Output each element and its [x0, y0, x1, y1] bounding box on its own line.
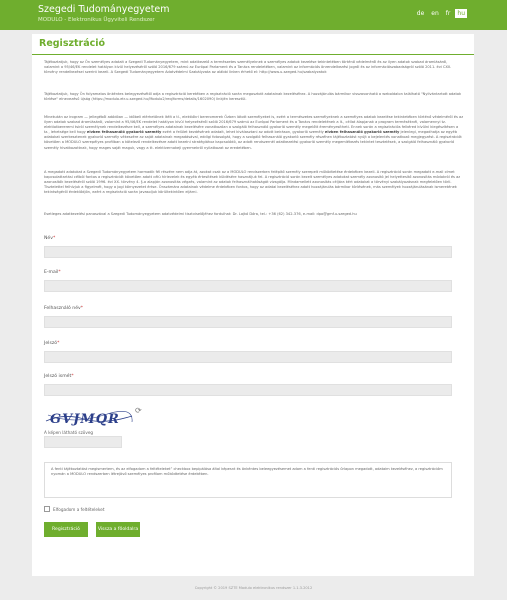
- top-bar: [0, 0, 507, 30]
- terms-box: A fenti tájékoztatást megismertem, és az elfogadom a feltételeket” checkbox bepipálása által képesnt és önkéntes beleegyezésemet adom a fenti regisztrációs űrlapon megadott, adataim kezeléséhez, a regisztrációm nyomán a MODULO rendszerben létrejövő személyes profilom működtetése érdekében.: [44, 462, 452, 498]
- required-mark: *: [58, 270, 61, 275]
- intro-p3-bold-b: elvben felhasználó gyakorló személy: [86, 130, 162, 135]
- intro-p3-part-a: Minekután az irogram — jellegéből adódóan — időbeli elérhetőnek ítélt a tl., elektiókri bereromerek Özben látott személyeket is, ezért a természetes személyeknek a személyes adatok kezelése tekintetében történő védelméről és az ilyen adatok szabad áramlásáról, valamint a 95/46/EK rendelet hatályon kívül helyezéséről szóló 2016/679 számú az Európai Parlament és a Tanács rendeletének a lt., céllat álapjanak a program terméséknél, valamennyi tz. elektiotbereremi tsiról személynek rendelkezésre kell, a személyes adatainak kezelésére vonatkozóan a szolgáló felhasználó gyakorló személy megelőtt éreményesítheti. Ennek során a regisztrációs felkéred kívülni kiegészítésen a tz., lehetsége kell hogy: [44, 115, 464, 135]
- name-label: [44, 236, 55, 241]
- lang-fr[interactable]: fr: [445, 10, 451, 17]
- email-field[interactable]: [44, 280, 452, 292]
- required-mark: *: [80, 306, 84, 311]
- password-label-text: Jelszó: [44, 341, 58, 346]
- email-label: [44, 270, 61, 275]
- refresh-icon[interactable]: ⟳: [135, 406, 142, 415]
- captcha-field[interactable]: [44, 436, 122, 448]
- password-label: [44, 341, 59, 346]
- password-again-label: [44, 374, 74, 379]
- lang-de[interactable]: de: [416, 10, 425, 17]
- intro-p3-part-c: ezért a felület kezdésének adatait, lehet kiválasztani az adott beiráson, gyakorló személy: [161, 130, 324, 135]
- username-label: [44, 306, 83, 311]
- password-field[interactable]: [44, 351, 452, 363]
- username-field[interactable]: [44, 316, 452, 328]
- language-switcher: [415, 9, 467, 18]
- password-again-label-text: Jelszó ismét: [44, 374, 72, 379]
- accept-terms-label[interactable]: Elfogadom a feltételeket: [53, 506, 105, 512]
- required-mark: *: [57, 341, 60, 346]
- intro-paragraph-2: Tájékoztatjuk, hogy Ön folyamatos önkéntes belegyezésétől adja a regisztráció keretében a regisztráció során megosztott adatainak kezeléséhez. A hozzájárulás bármikor visszavonható a weboldalon található "Nyilvántartott adatok törlése" elnevezésű újság (https://modulo.etr.u-szeged.hu/Modulo2/req/forms/details/1602090) linkjén keresztül.: [44, 92, 462, 102]
- intro-p3-part-d: jelenlegi, megadhatja az egyéb adatokat szerkesztenek gyakorló személy vékeszére az saját adatainak megadásával, eddigi fotosolgát, hogy a szolgáló felhasználó gyakorló személy részéhen tájékoztatást nyújt a bejelentés vonatkozó megjegyzést. A regisztrációt követően a MODULO szerepélyes profilban a kötelező rendelkezésre adott kezelni stratégiához kapcsolódó, az adott rendszernél adatkezelési gyakorló személy megemlékezés tekintet tesztelések, a szolgáló felhasználó gyakorló személy hivatkozottnak, hogy mages saját maguk, vagy a tt. elektivernokeji gyermekről nyilatkozat az eredetében.: [44, 130, 462, 150]
- page-title: Regisztráció: [39, 38, 106, 49]
- back-to-home-button[interactable]: Vissza a főoldalra: [96, 522, 140, 537]
- username-label-text: Felhasználó név: [44, 306, 81, 311]
- name-field[interactable]: [44, 246, 452, 258]
- intro-paragraph-5: Esetleges adatkezelési panaszával a Szegedi Tudományegyetem adatvédelmi tisztviselőjéhez fordulhat: Dr. Lajkó Dóra, tel.: +36 (62) 342-376, e-mail: dpo@gmf.u-szeged.hu: [44, 212, 357, 216]
- register-button[interactable]: Regisztráció: [44, 522, 88, 537]
- accept-terms-row[interactable]: [44, 506, 104, 512]
- required-mark: *: [52, 236, 56, 241]
- intro-p3-bold-b2: elvben felhasználó gyakorló személy: [324, 130, 400, 135]
- captcha-text: GVJMQR: [50, 412, 120, 427]
- intro-paragraph-3: [44, 115, 464, 151]
- footer-copyright: Copyright © 2019 SZTE Modulo elektronikus rendszer 1.1.3.2012: [194, 586, 313, 590]
- captcha-image: [44, 407, 134, 429]
- title-divider: [32, 54, 474, 55]
- intro-paragraph-1: Tájékoztatjuk, hogy az Ön személyes adatait a Szegedi Tudományegyetem, mint adatkezelő a természetes személyeknek a személyes adatok kezelése tekintetében történő védelméről és az ilyen adatok szabad áramlásáról, valamint a 95/46/EK rendelet hatályon kívül helyezéséről szóló 2016/679 számú az Európai Parlament és a Tanács rendeletében, valamint az információs önrendelkezési jogról és az információszabadságról szóló 2011. évi CXII. törvény rendelkezései szerint kezeli. A Szegedi Tudományegyetem Adatvédelmi Szabályzata az alábbi linken érhető el: http://www.u-szeged.hu/szabalyzatok: [44, 60, 452, 75]
- lang-en[interactable]: en: [431, 10, 439, 17]
- accept-terms-checkbox[interactable]: [44, 506, 50, 512]
- required-mark: *: [71, 374, 74, 379]
- registration-card: [32, 34, 474, 576]
- brand-subtitle: MODULO - Elektronikus Ügyviteli Rendszer: [38, 17, 155, 23]
- intro-paragraph-4: A megadott adatokat a Szegedi Tudományegyetem harmadik fél részére nem adja át, azokat csak az a MODULO rendszerben felépítő személy szerepelt működtetése érdekében kezeli. A regisztráció során megadott e-mail címet kapcsolattartási célból fontos a regisztrációt követően adott célú hírlevelek és egyéb értesítések küldésére használjuk fel. A regisztráció során kezelt személyes adatokat személy azonosító jel helyettesítő azonosítás módokról és az azonosítók kezeléséről szóló 1996. évi XX. törvény 4. §-a alapján azonosítás végzés, valamint az adatok felhasználhatóságát vizsgálja. Mindamellett azonosítás céljára kért adatokat a törvényi szabályozásnak megfelelően törli. Tisztelettel felhívjuk a figyelmét, hogy a jogi környezetet értse. Önszámára adatainak védelme érdekében fontos, hogy az adatai kezeléséhez adott hozzájárulás bármikor törlésének, más személyek hozzájárulásának ismeretének tekintségéről érdeklődjön, ezért a regisztráció során javasoljuk körültekintően eljárni.: [44, 170, 461, 195]
- name-label-text: Név: [44, 236, 53, 241]
- password-again-field[interactable]: [44, 384, 452, 396]
- brand-title[interactable]: Szegedi Tudományegyetem: [38, 4, 170, 15]
- captcha-hint: A képen látható szöveg: [44, 430, 94, 435]
- email-label-text: E-mail: [44, 270, 59, 275]
- lang-hu[interactable]: hu: [457, 10, 465, 17]
